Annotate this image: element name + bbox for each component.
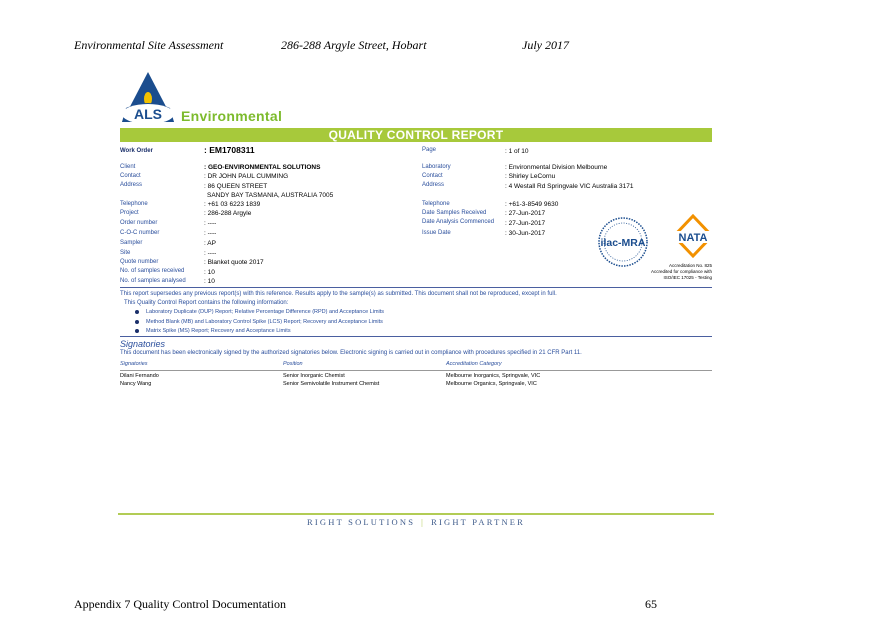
signatory-category: Melbourne Inorganics, Springvale, VIC bbox=[446, 373, 541, 379]
signatory-position: Senior Inorganic Chemist bbox=[283, 373, 345, 379]
signatories-title: Signatories bbox=[120, 339, 166, 349]
signatory-name: Dilani Fernando bbox=[120, 373, 159, 379]
sampler-value: : AP bbox=[204, 240, 216, 247]
divider bbox=[120, 287, 712, 288]
tagline-separator: | bbox=[421, 517, 426, 527]
accreditation-standard: ISO/IEC 17025 - Testing bbox=[663, 275, 712, 280]
bullet-icon bbox=[135, 310, 139, 314]
report-banner: QUALITY CONTROL REPORT bbox=[120, 128, 712, 142]
quote-number-label: Quote number bbox=[120, 259, 159, 265]
samples-received-label: No. of samples received bbox=[120, 268, 185, 274]
contents-item-ms: Matrix Spike (MS) Report; Recovery and Acceptance Limits bbox=[146, 328, 291, 334]
work-order-value: : EM1708311 bbox=[204, 145, 255, 155]
lab-telephone-value: : +61-3-8549 9630 bbox=[505, 201, 559, 208]
date-commenced-value: : 27-Jun-2017 bbox=[505, 220, 546, 227]
samples-analysed-value: : 10 bbox=[204, 278, 215, 285]
page-header-date: July 2017 bbox=[522, 38, 569, 52]
supersedes-text: This report supersedes any previous report(s) with this reference. Results apply to the sample(s) as submitted. This document shall not be reproduced, except in full. bbox=[120, 291, 557, 297]
samples-received-value: : 10 bbox=[204, 269, 215, 276]
coc-number-value: : ---- bbox=[204, 230, 217, 237]
bullet-icon bbox=[135, 320, 139, 324]
issue-date-value: : 30-Jun-2017 bbox=[505, 230, 546, 237]
ilac-mra-logo bbox=[597, 216, 649, 268]
project-label: Project bbox=[120, 210, 139, 216]
ilac-text: ilac-MRA bbox=[600, 237, 646, 249]
laboratory-value: : Environmental Division Melbourne bbox=[505, 164, 608, 171]
accreditation-compliance: Accredited for compliance with bbox=[650, 269, 712, 274]
page-value: : 1 of 10 bbox=[505, 148, 529, 155]
site-label: Site bbox=[120, 250, 131, 256]
work-order-label: Work Order bbox=[120, 148, 153, 154]
sig-header-category: Accreditation Category bbox=[446, 361, 502, 367]
contents-item-mb-lcs: Method Blank (MB) and Laboratory Control Spike (LCS) Report; Recovery and Acceptance Limits bbox=[146, 319, 383, 325]
sig-header-position: Position bbox=[283, 361, 303, 367]
brand-name: Environmental bbox=[181, 108, 283, 124]
quote-number-value: : Blanket quote 2017 bbox=[204, 259, 264, 266]
signatory-position: Senior Semivolatile Instrument Chemist bbox=[283, 381, 380, 387]
page-header-address: 286-288 Argyle Street, Hobart bbox=[281, 38, 427, 52]
page-label: Page bbox=[422, 147, 437, 153]
order-number-label: Order number bbox=[120, 220, 158, 226]
address-value: : 86 QUEEN STREET bbox=[204, 183, 268, 190]
lab-contact-value: : Shirley LeCornu bbox=[505, 173, 556, 180]
date-commenced-label: Date Analysis Commenced bbox=[422, 219, 495, 225]
tagline-left: RIGHT SOLUTIONS bbox=[307, 517, 416, 527]
logo-text: ALS bbox=[134, 106, 162, 122]
order-number-value: : ---- bbox=[204, 220, 217, 227]
contents-item-dup: Laboratory Duplicate (DUP) Report; Relative Percentage Difference (RPD) and Acceptance Limits bbox=[146, 309, 385, 315]
laboratory-label: Laboratory bbox=[422, 164, 451, 170]
accreditation-number: Accreditation No. 825 bbox=[668, 263, 712, 268]
als-logo bbox=[120, 70, 176, 126]
lab-address-label: Address bbox=[422, 182, 445, 188]
signatory-name: Nancy Wang bbox=[120, 381, 152, 387]
tagline-right: RIGHT PARTNER bbox=[431, 517, 526, 527]
signatories-text: This document has been electronically signed by the authorized signatories below. Electronic signing is carried out in compliance with procedures specified in 21 CFR Part 11. bbox=[120, 350, 582, 356]
address-label: Address bbox=[120, 182, 143, 188]
contains-intro: This Quality Control Report contains the following information: bbox=[124, 300, 289, 306]
divider bbox=[120, 336, 712, 337]
tagline bbox=[307, 517, 525, 527]
signatory-category: Melbourne Organics, Springvale, VIC bbox=[446, 381, 537, 387]
nata-text: NATA bbox=[678, 232, 708, 244]
telephone-label: Telephone bbox=[120, 201, 148, 207]
nata-logo bbox=[672, 214, 714, 260]
contact-value: : DR JOHN PAUL CUMMING bbox=[204, 173, 289, 180]
footer-rule bbox=[118, 513, 714, 515]
project-value: : 286-288 Argyle bbox=[204, 210, 252, 217]
page-number: 65 bbox=[645, 597, 657, 611]
lab-address-value: : 4 Westall Rd Springvale VIC Australia 3171 bbox=[505, 183, 634, 190]
sampler-label: Sampler bbox=[120, 240, 143, 246]
site-value: : ---- bbox=[204, 250, 217, 257]
client-value: : GEO-ENVIRONMENTAL SOLUTIONS bbox=[204, 164, 321, 171]
client-label: Client bbox=[120, 164, 136, 170]
address-line2: SANDY BAY TASMANIA, AUSTRALIA 7005 bbox=[207, 192, 334, 199]
telephone-value: : +61 03 6223 1839 bbox=[204, 201, 261, 208]
lab-contact-label: Contact bbox=[422, 173, 443, 179]
samples-analysed-label: No. of samples analysed bbox=[120, 278, 186, 284]
date-received-label: Date Samples Received bbox=[422, 210, 487, 216]
issue-date-label: Issue Date bbox=[422, 230, 451, 236]
sig-header-name: Signatories bbox=[120, 361, 148, 367]
page-header-title: Environmental Site Assessment bbox=[74, 38, 224, 52]
coc-number-label: C-O-C number bbox=[120, 230, 160, 236]
divider bbox=[120, 370, 712, 371]
bullet-icon bbox=[135, 329, 139, 333]
date-received-value: : 27-Jun-2017 bbox=[505, 210, 546, 217]
contact-label: Contact bbox=[120, 173, 141, 179]
page-footer-title: Appendix 7 Quality Control Documentation bbox=[74, 597, 286, 611]
lab-telephone-label: Telephone bbox=[422, 201, 450, 207]
